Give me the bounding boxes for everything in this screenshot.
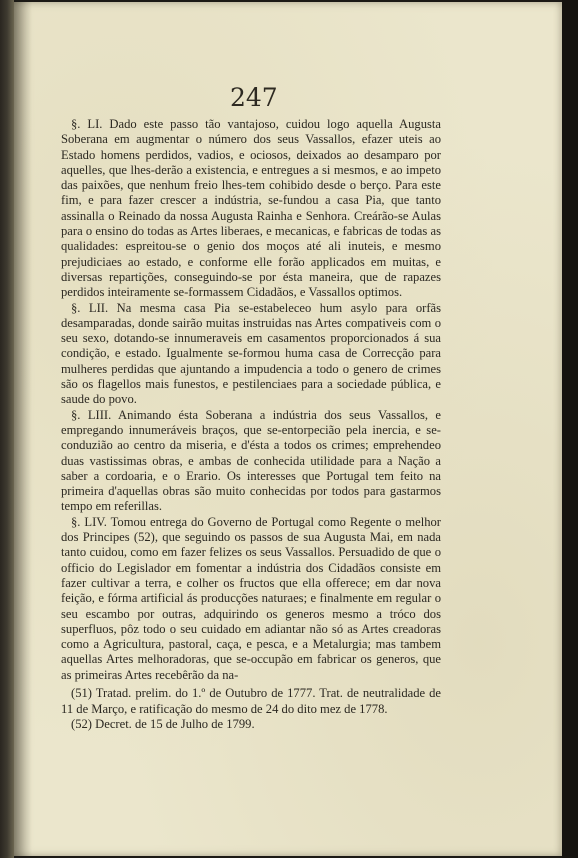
paragraph-53: §. LIII. Animando ésta Soberana a indústria dos seus Vassallos, e empregando innumeráveis braços, que se-entorpecião pela inercia, e se-conduzião ao centro da miseria, e d'ésta a todos os crimes; emprehendeo duas vastissimas obras, e ambas de conhecida utilidade para a Nação a saber a cordoaria, e o Erario. Os interesses que Portugal tem feito na primeira d'aquellas obras são muito conhecidas por todos para gastarmos tempo em referillas. xyxy=(61,407,441,514)
footnotes xyxy=(61,686,441,733)
book-gutter-edge xyxy=(0,0,14,858)
scan-background-edge xyxy=(562,0,578,858)
page-number: 247 xyxy=(230,83,278,112)
paragraph-51: §. LI. Dado este passo tão vantajoso, cuidou logo aquella Augusta Soberana em augmentar o número dos seus Vassallos, efazer uteis ao Estado homens perdidos, vadios, e ociosos, deixados ao desamparo por aquelles, que lhes-derão a existencia, e entregues a si mesmos, e ao impeto das paixões, que nenhum freio lhes-tem cohibido desde o berço. Para este fim, e para fazer crescer a indústria, se-fundou a casa Pia, que tanto assinalla o Reinado da nossa Augusta Rainha e Senhora. Creárão-se Aulas para o ensino do todas as Artes liberaes, e mecanicas, e fabricas de todas as qualidades: espreitou-se o genio dos moços até ali inuteis, e mesmo prejudiciaes ao estado, e conforme elle forão applicados em muitas, e diversas repartições, conseguindo-se por ésta maneira, que de rapazes perdidos inteiramente se-formassem Cidadãos, e Vassallos optimos. xyxy=(61,117,441,300)
footnote-51: (51) Tratad. prelim. do 1.º de Outubro de 1777. Trat. de neutralidade de 11 de Março, e ratificação do mesmo de 24 do dito mez de 1778. xyxy=(61,686,441,716)
paragraph-52: §. LII. Na mesma casa Pia se-estabeleceo hum asylo para orfãs desamparadas, donde sairão muitas instruidas nas Artes compativeis com o seu sexo, dotando-se innumeraveis em casamentos proporcionados á sua condição, e estado. Igualmente se-formou huma casa de Correcção para mulheres perdidas que ajuntando a impudencia a todo o genero de crimes são os flagellos mais funestos, e pestilenciaes para a sociedade pública, e saude do povo. xyxy=(61,300,441,407)
footnote-52: (52) Decret. de 15 de Julho de 1799. xyxy=(71,717,255,731)
main-text xyxy=(61,117,441,683)
paragraph-54: §. LIV. Tomou entrega do Governo de Portugal como Regente o melhor dos Principes (52), que seguindo os passos de sua Augusta Mai, em nada tanto cuidou, como em fazer felizes os seus Vassallos. Persuadido de que o officio do Legislador em fomentar a indústria dos Cidadãos consiste em fazer cultivar a terra, e colher os fructos que ella offerece; em dar nova feição, e fórma artificial ás producções naturaes; e finalmente em regular o seu escambo por outras, adquirindo os generos mesmo a tróco dos superfluos, pôz todo o seu cuidado em adiantar não só as Artes creadoras como a Agricultura, pastoral, caça, e pesca, e a Metalurgia; mas tambem aquellas Artes melhoradoras, que se-occupão em fabricar os generos, que as primeiras Artes recebêrão da na- xyxy=(61,514,441,682)
